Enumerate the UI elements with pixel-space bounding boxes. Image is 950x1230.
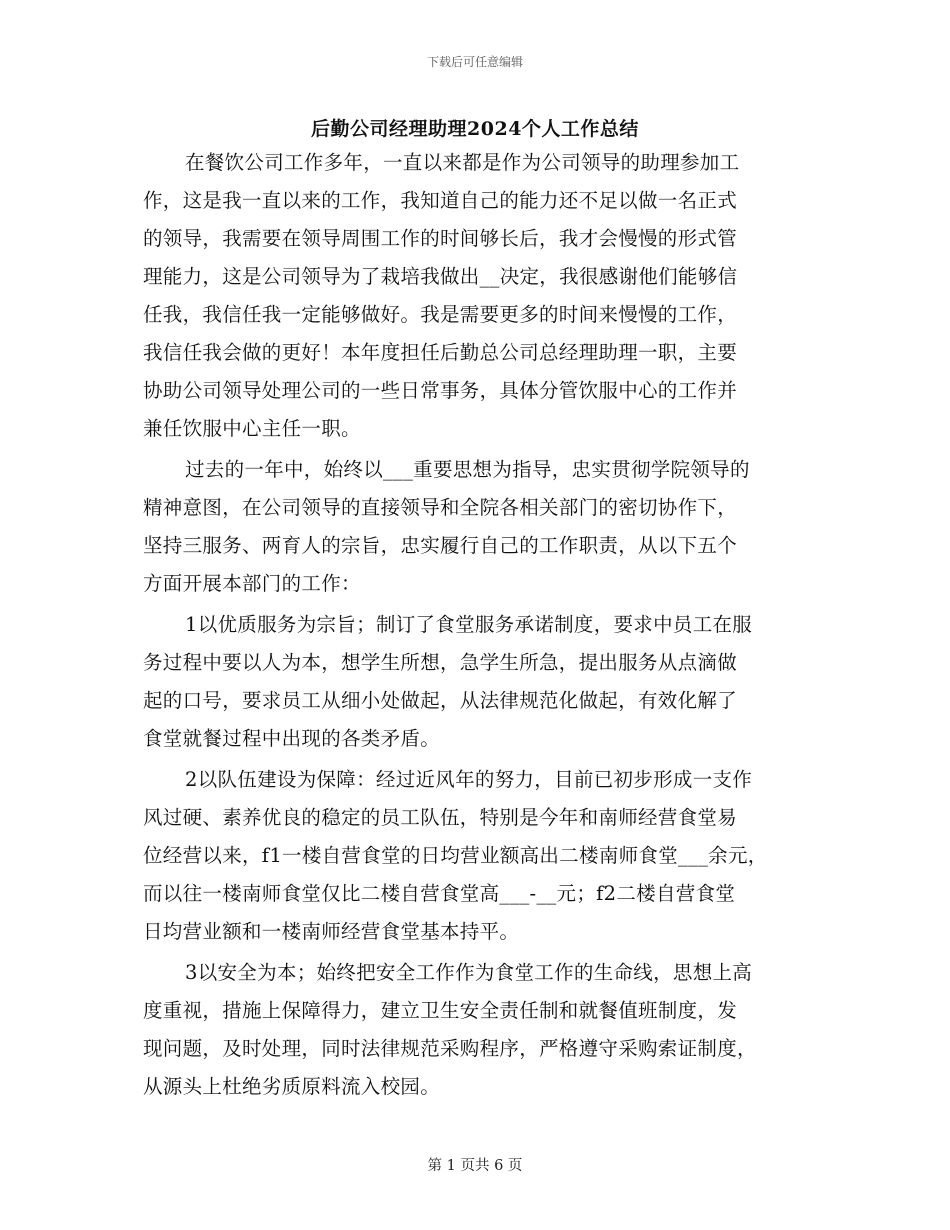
text-line: 位经营以来，f1一楼自营食堂的日均营业额高出二楼南师食堂___余元， — [143, 844, 768, 867]
header-note: 下载后可任意编辑 — [426, 55, 523, 69]
text-line: 1以优质服务为宗旨；制订了食堂服务承诺制度，要求中员工在服 — [185, 613, 753, 636]
text-line: 食堂就餐过程中出现的各类矛盾。 — [143, 727, 441, 750]
text-line: 务过程中要以人为本，想学生所想，急学生所急，提出服务从点滴做 — [143, 651, 738, 674]
paragraph-4 — [143, 761, 813, 951]
document-title: 后勤公司经理助理2024个人工作总结 — [311, 118, 639, 140]
paragraph-3 — [143, 606, 813, 758]
text-line: 兼任饮服中心主任一职。 — [143, 417, 361, 440]
text-line: 协助公司领导处理公司的一些日常事务，具体分管饮服中心的工作并 — [143, 379, 738, 402]
paragraph-1 — [143, 144, 813, 448]
text-line: 的领导，我需要在领导周围工作的时间够长后，我才会慢慢的形式管 — [143, 227, 738, 250]
text-line: 理能力，这是公司领导为了栽培我做出__决定，我很感谢他们能够信 — [143, 265, 738, 288]
paragraph-2 — [143, 451, 813, 603]
text-line: 而以往一楼南师食堂仅比二楼自营食堂高___-__元；f2二楼自营食堂 — [143, 882, 736, 905]
text-line: 起的口号，要求员工从细小处做起，从法律规范化做起，有效化解了 — [143, 689, 738, 712]
text-line: 从源头上杜绝劣质原料流入校园。 — [143, 1075, 441, 1098]
text-line: 3以安全为本；始终把安全工作作为食堂工作的生命线，思想上高 — [185, 961, 753, 984]
text-line: 任我，我信任我一定能够做好。我是需要更多的时间来慢慢的工作， — [143, 303, 738, 326]
text-line: 在餐饮公司工作多年，一直以来都是作为公司领导的助理参加工 — [185, 151, 740, 174]
text-line: 作，这是我一直以来的工作，我知道自己的能力还不足以做一名正式 — [143, 189, 738, 212]
text-line: 我信任我会做的更好！本年度担任后勤总公司总经理助理一职，主要 — [143, 341, 738, 364]
text-line: 现问题，及时处理，同时法律规范采购程序，严格遵守采购索证制度， — [143, 1037, 757, 1060]
text-line: 度重视，措施上保障得力，建立卫生安全责任制和就餐值班制度，发 — [143, 999, 738, 1022]
text-line: 风过硬、素养优良的稳定的员工队伍，特别是今年和南师经营食堂易 — [143, 806, 738, 829]
document-body — [143, 144, 813, 1109]
text-line: 日均营业额和一楼南师经营食堂基本持平。 — [143, 920, 520, 943]
page-number-footer: 第 1 页共 6 页 — [427, 1158, 523, 1174]
text-line: 过去的一年中，始终以___重要思想为指导，忠实贯彻学院领导的 — [185, 458, 750, 481]
text-line: 坚持三服务、两育人的宗旨，忠实履行自己的工作职责，从以下五个 — [143, 534, 738, 557]
text-line: 方面开展本部门的工作： — [143, 572, 361, 595]
text-line: 精神意图，在公司领导的直接领导和全院各相关部门的密切协作下， — [143, 496, 738, 519]
text-line: 2以队伍建设为保障：经过近风年的努力，目前已初步形成一支作 — [185, 768, 753, 791]
paragraph-5 — [143, 954, 813, 1106]
